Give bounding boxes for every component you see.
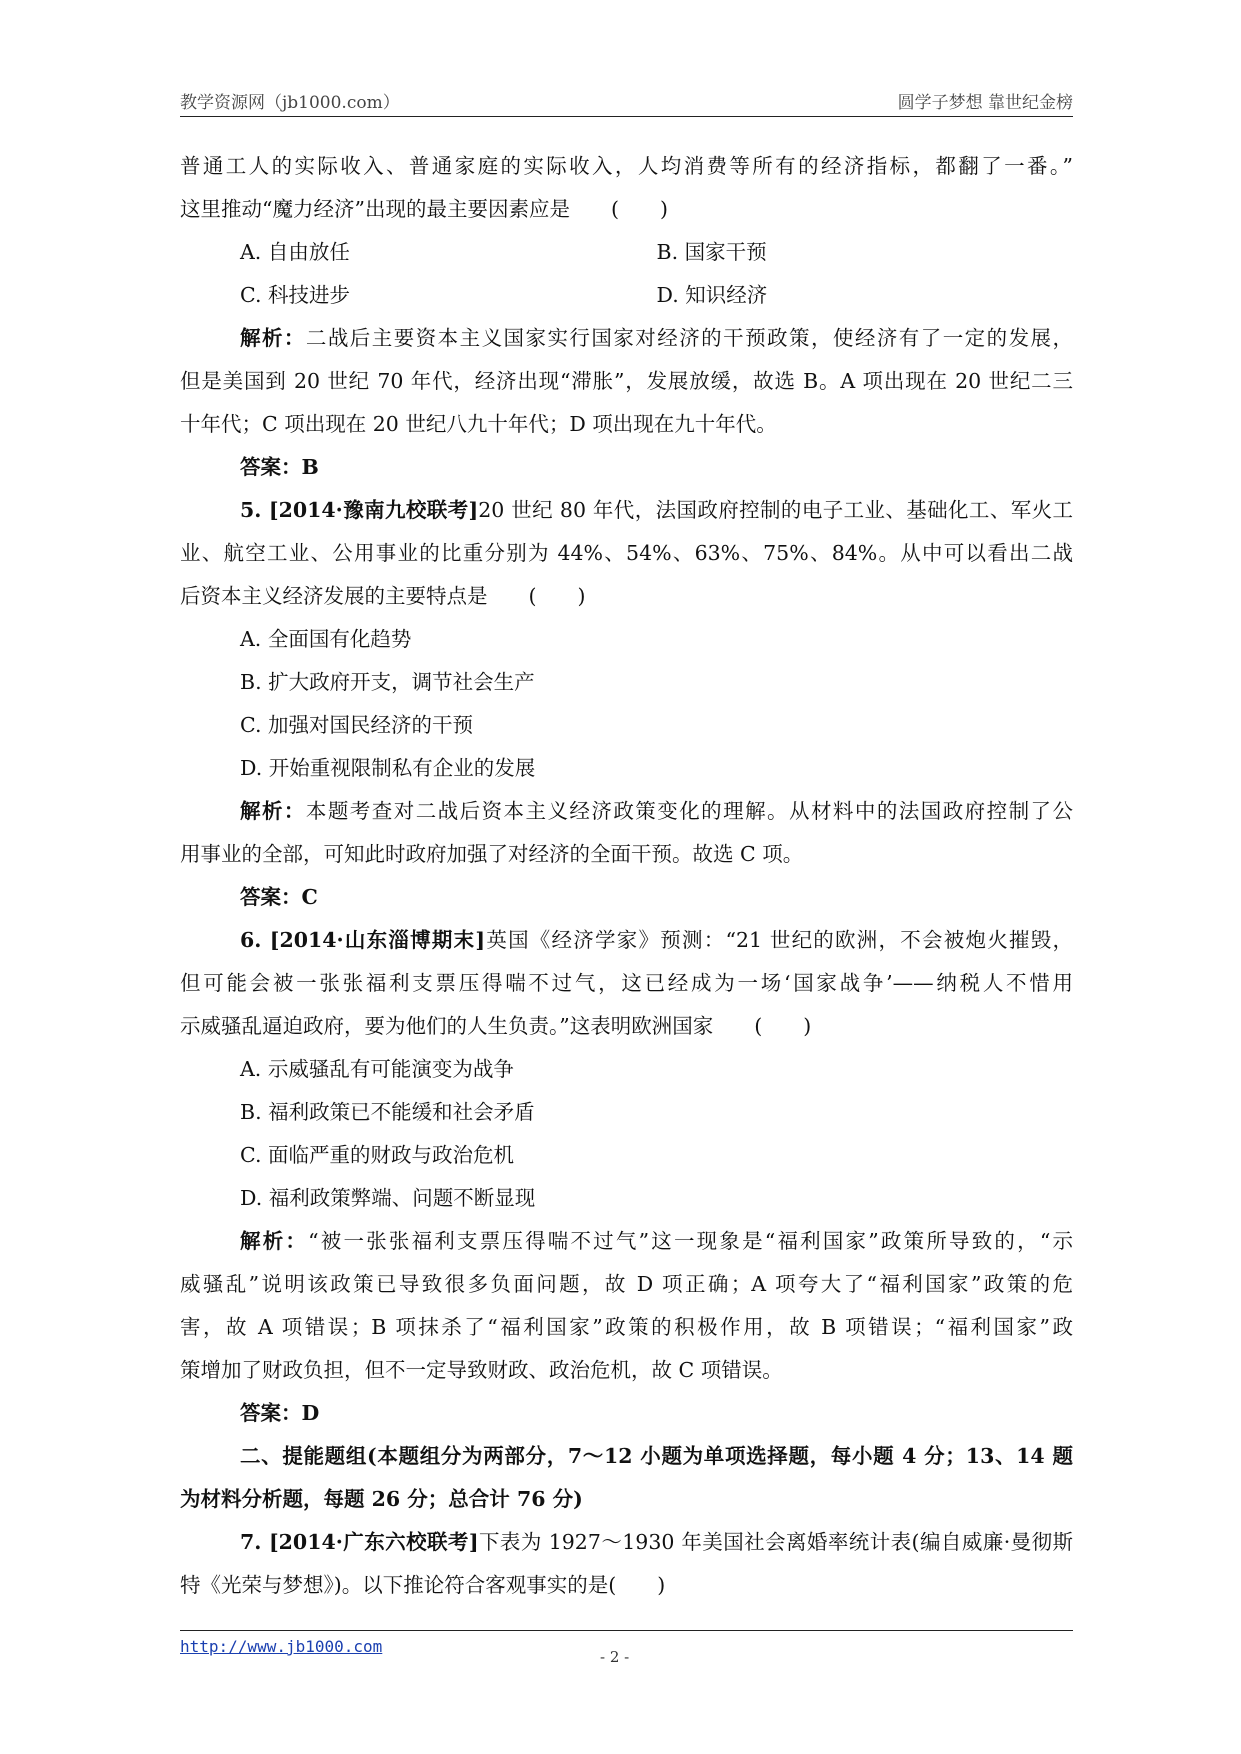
explanation-line: 但是美国到 20 世纪 70 年代，经济出现“滞胀”，发展放缓，故选 B。A 项出现在 20 世纪二三: [180, 369, 1073, 393]
question-5-stem: [180, 489, 1073, 532]
option-b: B. 扩大政府开支，调节社会生产: [240, 670, 535, 694]
question-text: 英国《经济学家》预测：“21 世纪的欧洲，不会被炮火摧毁，: [485, 928, 1073, 952]
explanation-text: 本题考查对二战后资本主义经济政策变化的理解。从材料中的法国政府控制了公: [305, 799, 1073, 823]
question-6-stem: [180, 919, 1073, 962]
section-heading: 二、提能题组(本题组分为两部分，7～12 小题为单项选择题，每小题 4 分；13、14 题: [240, 1444, 1073, 1468]
document-body: [180, 145, 1073, 1607]
option-d: D. 福利政策弊端、问题不断显现: [240, 1186, 536, 1210]
option-a: A. 全面国有化趋势: [240, 627, 412, 651]
options-row: [180, 274, 1073, 317]
option-b: B. 福利政策已不能缓和社会矛盾: [240, 1100, 535, 1124]
answer: 答案：C: [240, 885, 318, 909]
explanation-line: 十年代；C 项出现在 20 世纪八九十年代；D 项出现在九十年代。: [180, 412, 777, 436]
explanation-line: 威骚乱”说明该政策已导致很多负面问题，故 D 项正确；A 项夸大了“福利国家”政策的危: [180, 1272, 1073, 1296]
page-number: - 2 -: [600, 1648, 630, 1666]
option-c: C. 科技进步: [240, 283, 350, 307]
question-text-line: 业、航空工业、公用事业的比重分别为 44%、54%、63%、75%、84%。从中可以看出二战: [180, 541, 1073, 565]
question-source: 5. [2014·豫南九校联考]: [240, 498, 479, 522]
footer-link[interactable]: http://www.jb1000.com: [180, 1637, 383, 1656]
question-text: 下表为 1927～1930 年美国社会离婚率统计表(编自威廉·曼彻斯: [478, 1530, 1073, 1554]
option-d: D. 开始重视限制私有企业的发展: [240, 756, 536, 780]
section-heading-cont: 为材料分析题，每题 26 分；总合计 76 分): [180, 1487, 583, 1511]
explanation-line: [180, 317, 1073, 360]
options-row: [180, 231, 1073, 274]
explanation-label: 解析：: [240, 799, 306, 823]
question-text: 20 世纪 80 年代，法国政府控制的电子工业、基础化工、军火工: [478, 498, 1073, 522]
header-source: 教学资源网（jb1000.com）: [180, 93, 400, 113]
page-header: [180, 86, 1073, 117]
answer: 答案：D: [240, 1401, 320, 1425]
question-text-line: 后资本主义经济发展的主要特点是 ( ): [180, 584, 586, 608]
question-text-line: 示威骚乱逼迫政府，要为他们的人生负责。”这表明欧洲国家 ( ): [180, 1014, 812, 1038]
question-text-line: 但可能会被一张张福利支票压得喘不过气，这已经成为一场‘国家战争’——纳税人不惜用: [180, 971, 1073, 995]
option-a: A. 示威骚乱有可能演变为战争: [240, 1057, 514, 1081]
option-c: C. 面临严重的财政与政治危机: [240, 1143, 514, 1167]
option-d: D. 知识经济: [656, 283, 768, 307]
question-source: 6. [2014·山东淄博期末]: [240, 928, 486, 952]
explanation-line: [180, 1220, 1073, 1263]
option-c: C. 加强对国民经济的干预: [240, 713, 473, 737]
explanation-text: 二战后主要资本主义国家实行国家对经济的干预政策，使经济有了一定的发展，: [305, 326, 1073, 350]
explanation-label: 解析：: [240, 326, 306, 350]
explanation-line: 策增加了财政负担，但不一定导致财政、政治危机，故 C 项错误。: [180, 1358, 783, 1382]
option-a: A. 自由放任: [240, 240, 350, 264]
question-7-stem: [180, 1521, 1073, 1564]
option-b: B. 国家干预: [656, 240, 767, 264]
explanation-line: 用事业的全部，可知此时政府加强了对经济的全面干预。故选 C 项。: [180, 842, 804, 866]
explanation-line: [180, 790, 1073, 833]
header-slogan: 圆学子梦想 靠世纪金榜: [897, 93, 1073, 113]
question-source: 7. [2014·广东六校联考]: [240, 1530, 479, 1554]
explanation-text: “被一张张福利支票压得喘不过气”这一现象是“福利国家”政策所导致的，“示: [308, 1229, 1073, 1253]
text-line: 普通工人的实际收入、普通家庭的实际收入，人均消费等所有的经济指标，都翻了一番。”: [180, 154, 1073, 178]
question-text-line: 特《光荣与梦想》)。以下推论符合客观事实的是( ): [180, 1573, 666, 1597]
footer-divider: [180, 1630, 1073, 1631]
explanation-line: 害，故 A 项错误；B 项抹杀了“福利国家”政策的积极作用，故 B 项错误；“福利国家”政: [180, 1315, 1073, 1339]
explanation-label: 解析：: [240, 1229, 309, 1253]
question-stem: 这里推动“魔力经济”出现的最主要因素应是 ( ): [180, 197, 668, 221]
answer: 答案：B: [240, 455, 319, 479]
